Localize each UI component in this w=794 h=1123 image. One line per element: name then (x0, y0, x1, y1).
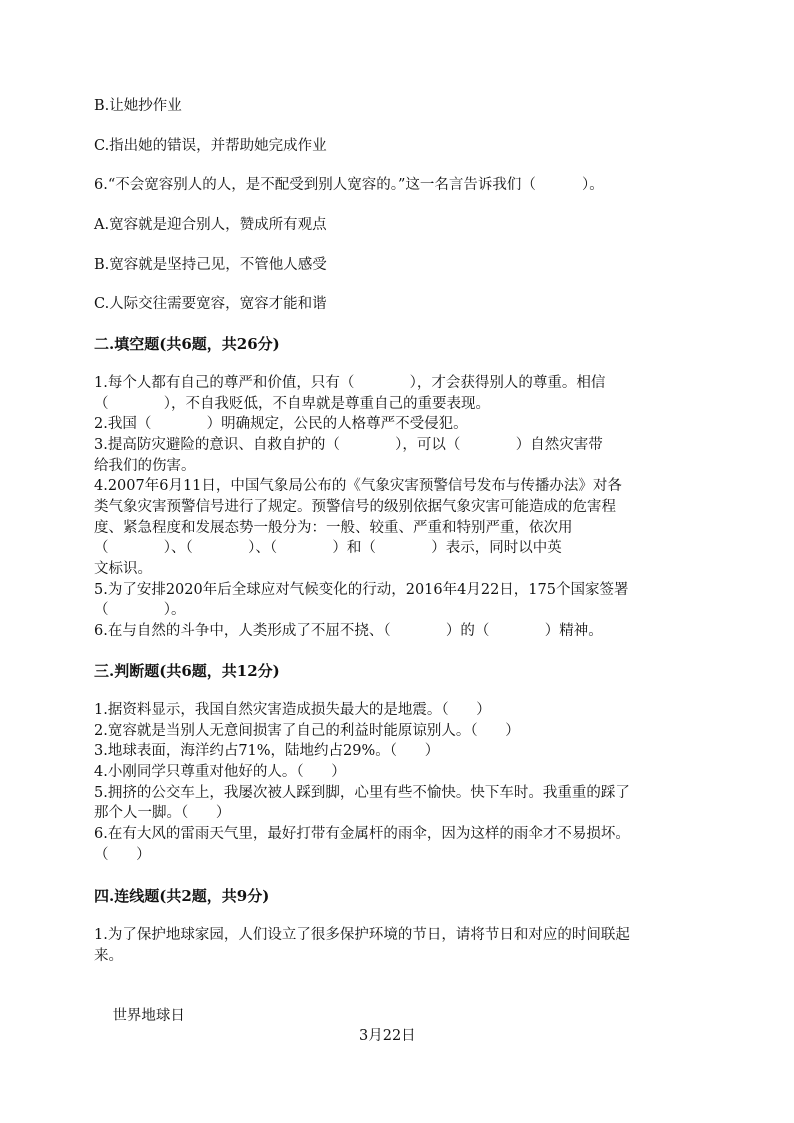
q6-stem: 6.“不会宽容别人的人，是不配受到别人宽容的。”这一名言告诉我们（ ）。 (94, 177, 604, 193)
section2-line: （ ）。 (94, 602, 186, 618)
section2-line: 2.我国（ ）明确规定，公民的人格尊严不受侵犯。 (94, 416, 468, 432)
section2-line: 度、紧急程度和发展态势一般分为：一般、较重、严重和特别严重，依次用 (94, 520, 573, 536)
match-left-item[interactable]: 世界地球日 (112, 1008, 185, 1024)
section2-line: 给我们的伤害。 (94, 458, 196, 474)
q5-option-b: B.让她抄作业 (94, 98, 182, 114)
q5-option-c: C.指出她的错误，并帮助她完成作业 (94, 138, 327, 154)
section3-line: 5.拥挤的公交车上，我屡次被人踩到脚，心里有些不愉快。快下车时。我重重的踩了 (94, 785, 630, 801)
section3-line: 6.在有大风的雷雨天气里，最好打带有金属杆的雨伞，因为这样的雨伞才不易损坏。 (94, 826, 630, 842)
q6-option-c: C.人际交往需要宽容，宽容才能和谐 (94, 296, 327, 312)
section2-line: 类气象灾害预警信号进行了规定。预警信号的级别依据气象灾害可能造成的危害程 (94, 499, 616, 515)
section2-line: 5.为了安排2020年后全球应对气候变化的行动，2016年4月22日，175个国家签署 (94, 582, 629, 598)
section2-line: 1.每个人都有自己的尊严和价值，只有（ ），才会获得别人的尊重。相信 (94, 375, 606, 391)
section2-line: 6.在与自然的斗争中，人类形成了不屈不挠、（ ）的（ ）精神。 (94, 623, 603, 639)
match-right-item[interactable]: 3月22日 (359, 1028, 416, 1044)
section2-line: 3.提高防灾避险的意识、自救自护的（ ），可以（ ）自然灾害带 (94, 437, 603, 453)
section3-line: 那个人一脚。（ ） (94, 805, 231, 821)
section3-line: 1.据资料显示，我国自然灾害造成损失最大的是地震。（ ） (94, 702, 491, 718)
section2-line: （ ），不自我贬低，不自卑就是尊重自己的重要表现。 (94, 396, 491, 412)
section2-title: 二.填空题(共6题，共26分) (94, 335, 280, 353)
section3-line: 3.地球表面，海洋约占71%，陆地约占29%。（ ） (94, 743, 440, 759)
section4-q1-line: 来。 (94, 948, 123, 964)
section4-title: 四.连线题(共2题，共9分) (94, 887, 270, 905)
section2-line: 4.2007年6月11日，中国气象局公布的《气象灾害预警信号发布与传播办法》对各 (94, 478, 622, 494)
section3-title: 三.判断题(共6题，共12分) (94, 662, 280, 680)
match-row (94, 986, 416, 1066)
q6-option-a: A.宽容就是迎合别人，赞成所有观点 (94, 217, 327, 233)
section3-line: （ ） (94, 847, 151, 863)
q6-option-b: B.宽容就是坚持己见，不管他人感受 (94, 257, 327, 273)
section3-line: 4.小刚同学只尊重对他好的人。（ ） (94, 764, 346, 780)
section4-q1-line: 1.为了保护地球家园，人们设立了很多保护环境的节日，请将节日和对应的时间联起 (94, 927, 630, 943)
section2-line: （ ）、（ ）、（ ）和（ ）表示，同时以中英 (94, 540, 562, 556)
section2-line: 文标识。 (94, 561, 152, 577)
section3-line: 2.宽容就是当别人无意间损害了自己的利益时能原谅别人。（ ） (94, 723, 520, 739)
